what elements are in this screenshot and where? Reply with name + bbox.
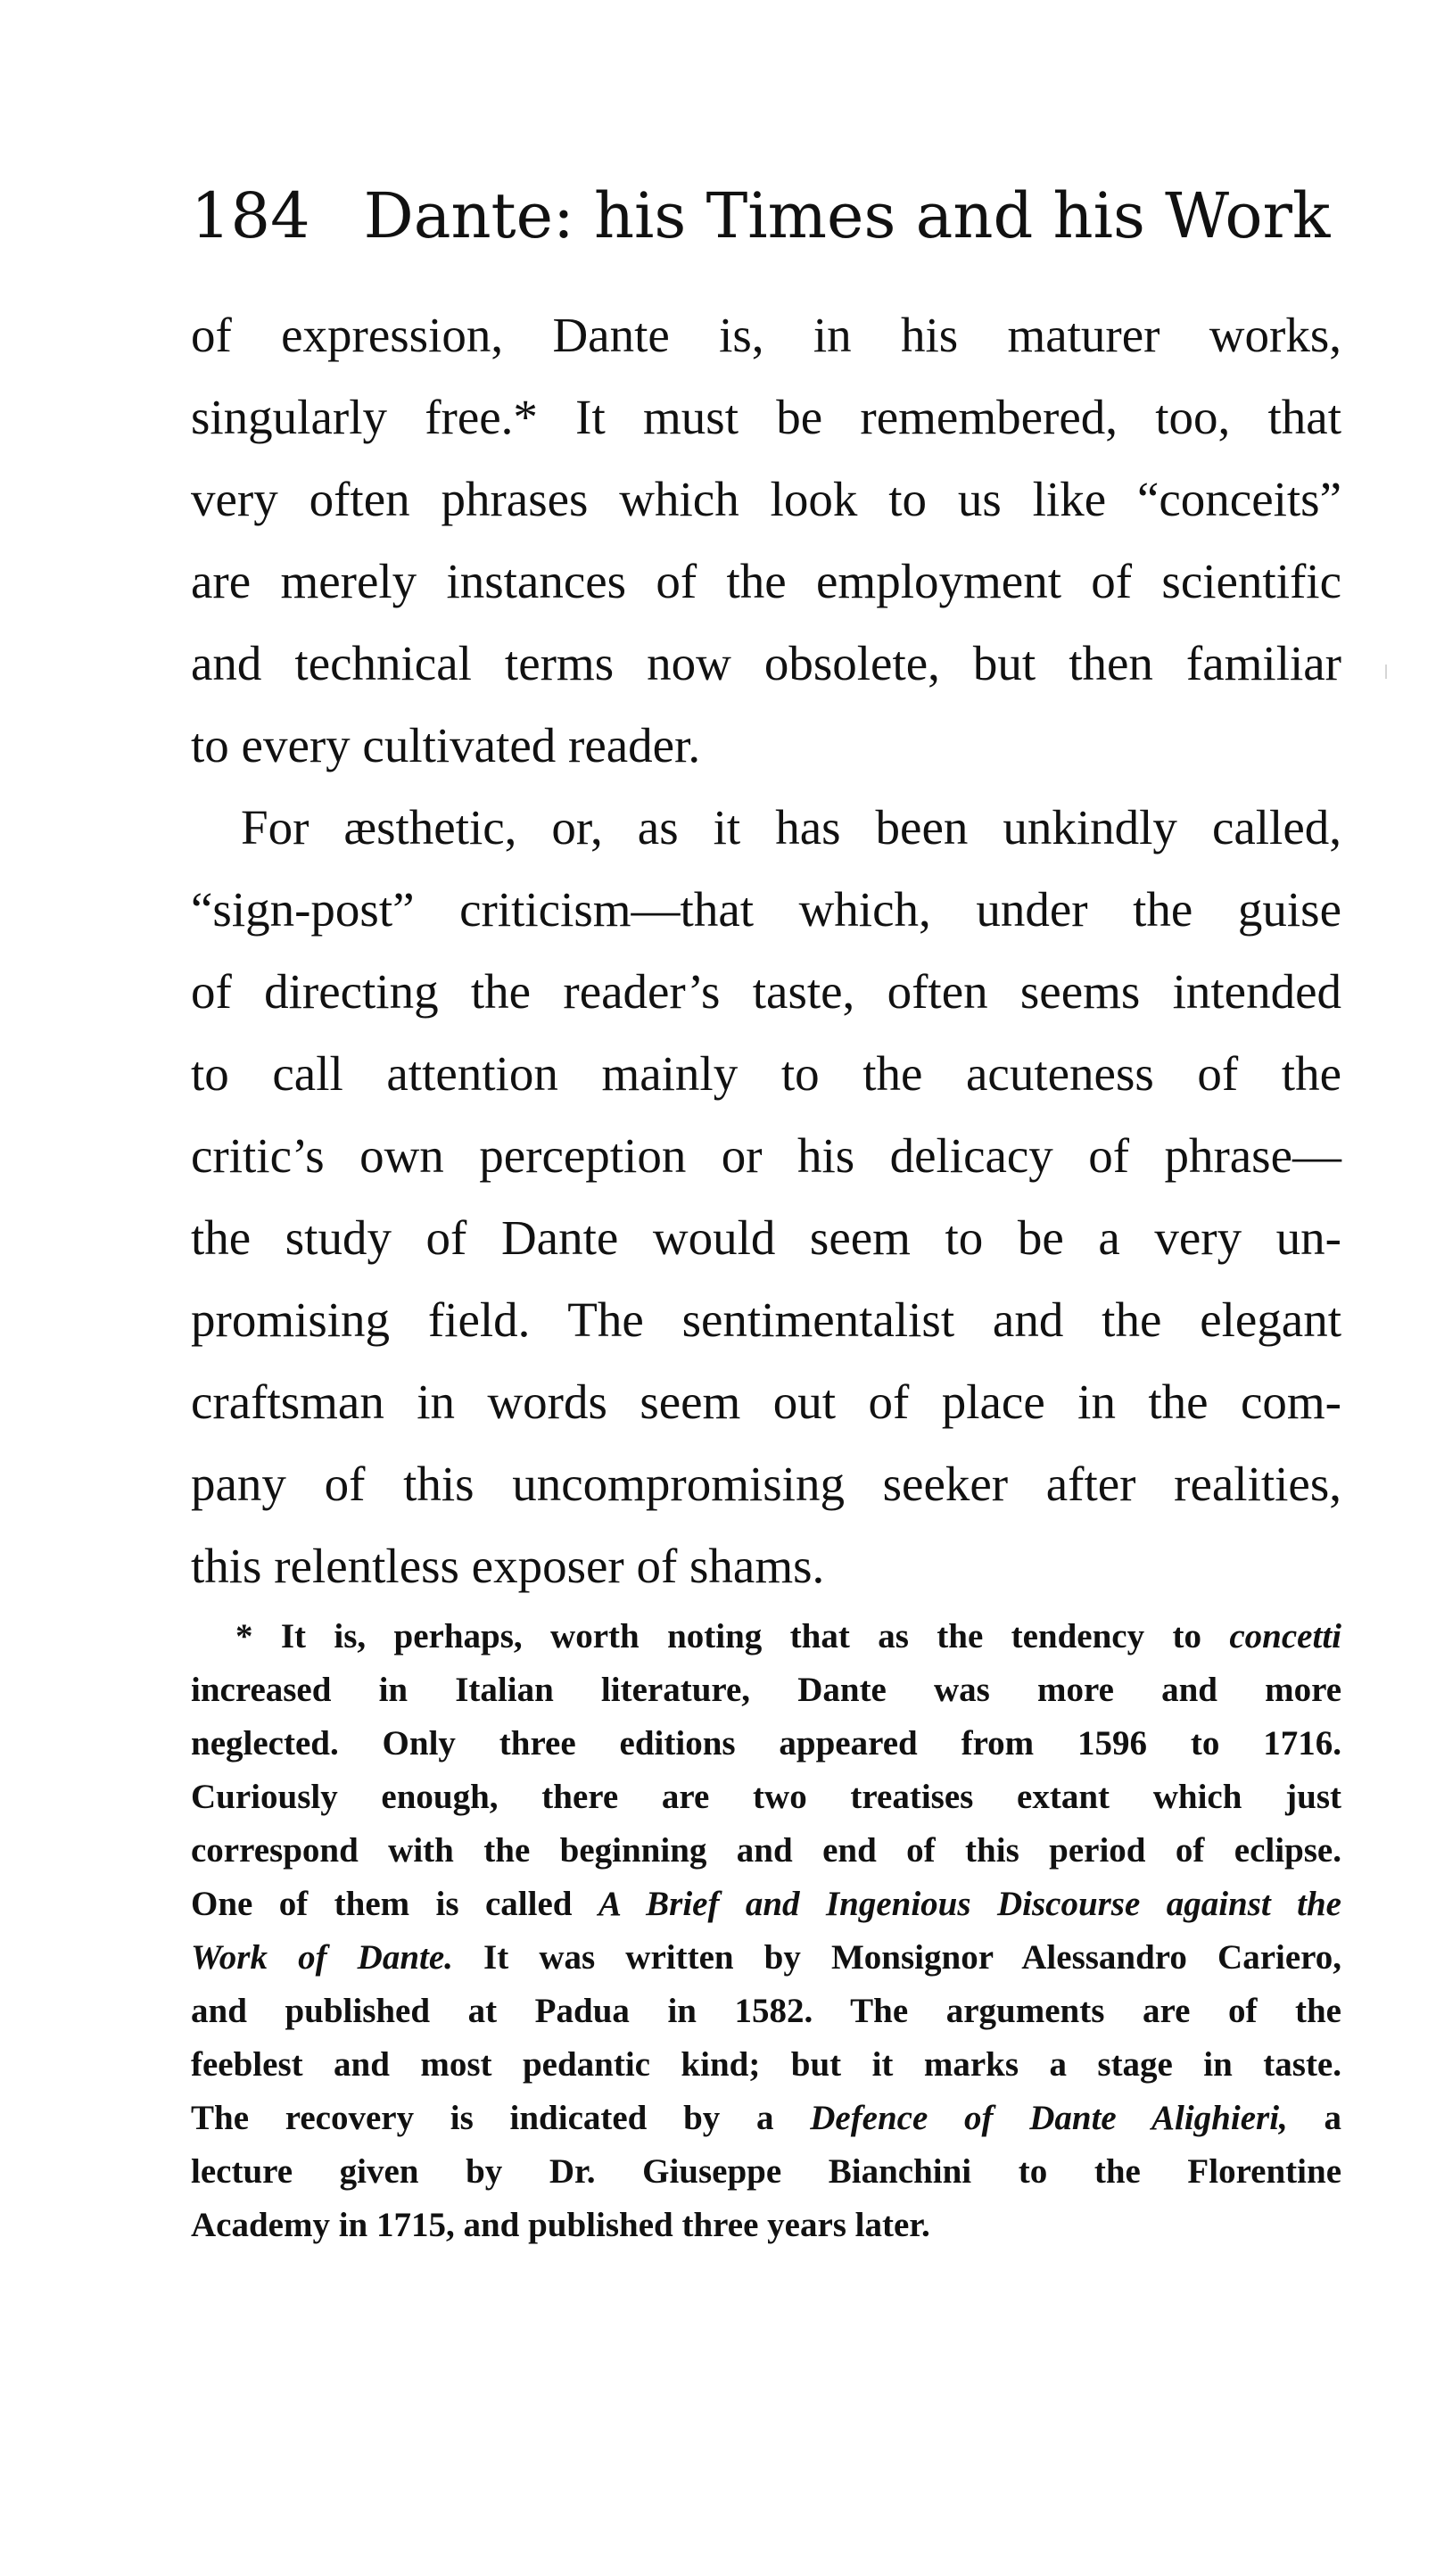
footnote-line: One of them is called A Brief and Ingenious Discourse against the: [191, 1885, 1341, 1923]
body-line: this relentless exposer of shams.: [191, 1539, 825, 1593]
body-line: are merely instances of the employment of scientific: [191, 554, 1341, 608]
footnote-line: increased in Italian literature, Dante was more and more: [191, 1671, 1341, 1709]
running-title: Dante: his Times and his Work: [363, 179, 1331, 252]
scan-speck: [1385, 665, 1387, 679]
page-number: 184: [191, 179, 310, 252]
body-line: and technical terms now obsolete, but then familiar: [191, 636, 1341, 690]
footnote-line: lecture given by Dr. Giuseppe Bianchini to the Florentine: [191, 2152, 1341, 2191]
body-line: pany of this uncompromising seeker after realities,: [191, 1457, 1341, 1511]
body-line: singularly free.* It must be remembered, too, that: [191, 390, 1341, 444]
footnote-line: * It is, perhaps, worth noting that as the tendency to concetti: [235, 1617, 1341, 1655]
body-line: critic’s own perception or his delicacy of phrase—: [191, 1128, 1341, 1183]
body-line: For æsthetic, or, as it has been unkindly called,: [241, 800, 1341, 855]
body-line: promising field. The sentimentalist and the elegant: [191, 1292, 1341, 1347]
body-line: craftsman in words seem out of place in the com-: [191, 1375, 1341, 1429]
footnote-line: The recovery is indicated by a Defence of Dante Alighieri, a: [191, 2099, 1341, 2137]
footnote-line: neglected. Only three editions appeared from 1596 to 1716.: [191, 1724, 1341, 1763]
footnote-line: and published at Padua in 1582. The arguments are of the: [191, 1992, 1341, 2030]
body-line: of directing the reader’s taste, often seems intended: [191, 964, 1341, 1019]
italic-title: concetti: [1229, 1617, 1341, 1655]
italic-title: A Brief and Ingenious Discourse against the: [598, 1885, 1341, 1923]
running-head: [191, 178, 1341, 253]
italic-title: Defence of Dante Alighieri,: [810, 2099, 1288, 2137]
footnote-line: Curiously enough, there are two treatises extant which just: [191, 1778, 1341, 1816]
footnote-line: correspond with the beginning and end of this period of eclipse.: [191, 1831, 1341, 1870]
body-line: of expression, Dante is, in his maturer works,: [191, 308, 1341, 362]
body-line: to every cultivated reader.: [191, 718, 701, 772]
body-text: [191, 294, 1341, 1607]
italic-title: Work of Dante.: [191, 1938, 453, 1977]
body-line: very often phrases which look to us like “conceits”: [191, 472, 1341, 526]
footnote-line: Work of Dante. It was written by Monsignor Alessandro Cariero,: [191, 1938, 1342, 1977]
footnote-line: Academy in 1715, and published three years later.: [191, 2206, 930, 2244]
body-line: to call attention mainly to the acuteness of the: [191, 1046, 1341, 1101]
body-line: “sign-post” criticism—that which, under the guise: [191, 882, 1341, 937]
body-line: the study of Dante would seem to be a very un-: [191, 1210, 1341, 1265]
footnote: [191, 1610, 1341, 2252]
footnote-line: feeblest and most pedantic kind; but it marks a stage in taste.: [191, 2045, 1341, 2084]
